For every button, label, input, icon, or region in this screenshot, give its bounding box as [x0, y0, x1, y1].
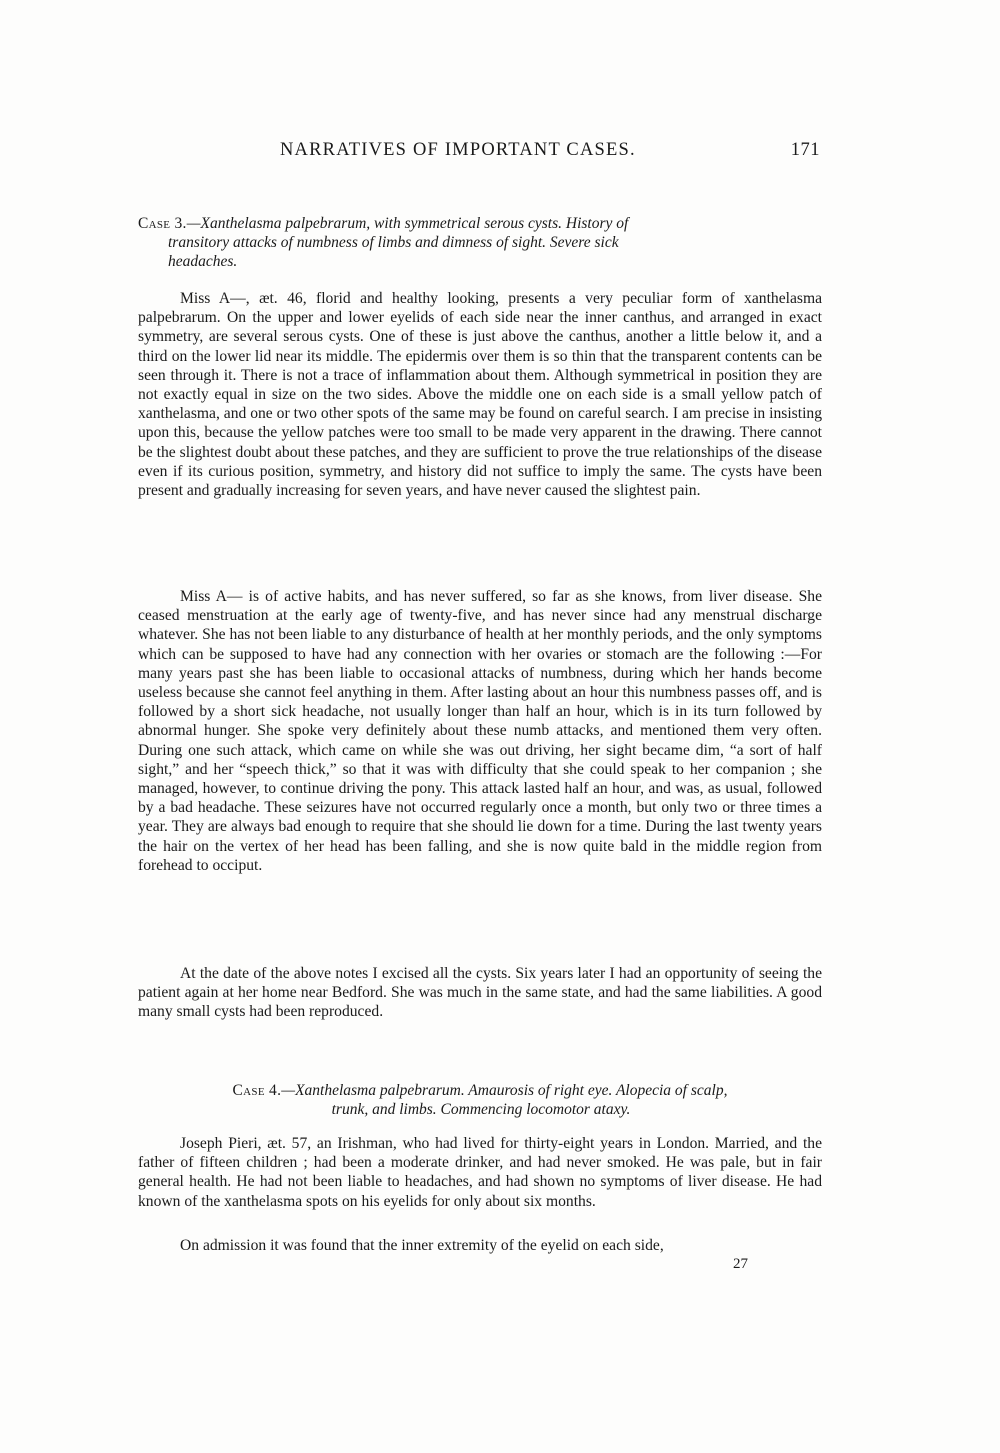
signature-mark: 27 [733, 1256, 748, 1272]
case-3-heading [140, 214, 822, 271]
page-number: 171 [790, 140, 820, 160]
case-4-heading [140, 1081, 822, 1119]
case-4-label: Case 4. [232, 1082, 282, 1099]
case-3-heading-line-3: headaches. [168, 253, 238, 270]
running-title: NARRATIVES OF IMPORTANT CASES. [280, 140, 636, 160]
case-4-paragraph-1: Joseph Pieri, æt. 57, an Irishman, who had lived for thirty-eight years in London. Married, and the father of fifteen children ; had been a moderate drinker, and had never smoked. He was pale, but in fair general health. He had not been liable to headaches, and had shown no symptoms of liver disease. He had known of the xanthelasma spots on his eyelids for only about six months. [138, 1135, 822, 1210]
case-3-paragraph-3: At the date of the above notes I excised all the cysts. Six years later I had an opportunity of seeing the patient again at her home near Bedford. She was much in the same state, and had the same liabilities. A good many small cysts had been reproduced. [138, 965, 822, 1021]
case-3-heading-line-2: transitory attacks of numbness of limbs and dimness of sight. Severe sick [168, 234, 619, 251]
case-3-paragraph-2: Miss A— is of active habits, and has never suffered, so far as she knows, from liver disease. She ceased menstruation at the early age of twenty-five, and has never since had any menstrual discharge whatever. She has not been liable to any disturbance of health at her monthly periods, and the only symptoms which can be supposed to have had any connection with her ovaries or stomach are the following :—For many years past she has been liable to occasional attacks of numbness, during which her hands become useless because she cannot feel anything in them. After lasting about an hour this numbness passes off, and is followed by a short sick headache, not usually longer than half an hour, which is in its turn followed by abnormal hunger. She spoke very definitely about these numb attacks, and mentioned them very often. During one such attack, which came on while she was out driving, her sight became dim, “a sort of half sight,” and her “speech thick,” so that it was with difficulty that she could speak to her companion ; she managed, however, to continue driving the pony. This attack lasted half an hour, and was, as usual, followed by a bad headache. These seizures have not occurred regularly once a month, but only two or three times a year. They are always bad enough to require that she should lie down for a time. During the last twenty years the hair on the vertex of her head has been falling, and she is now quite bald in the middle region from forehead to occiput. [138, 588, 822, 874]
case-4-paragraph-2: On admission it was found that the inner extremity of the eyelid on each side, [180, 1237, 664, 1254]
running-head [0, 140, 820, 164]
case-4-heading-line-1: Case 4.—Xanthelasma palpebrarum. Amaurosis of right eye. Alopecia of scalp, [232, 1082, 728, 1099]
case-3-label: Case 3. [138, 215, 187, 232]
case-4-heading-line-2: trunk, and limbs. Commencing locomotor ataxy. [331, 1101, 631, 1118]
case-3-paragraph-1: Miss A—, æt. 46, florid and healthy looking, presents a very peculiar form of xanthelasma palpebrarum. On the upper and lower eyelids of each side near the inner canthus, and arranged in exact symmetry, are several serous cysts. One of these is just above the canthus, another a little below it, and a third on the lower lid near its middle. The epidermis over them is so thin that the transparent contents can be seen through it. There is not a trace of inflammation about them. Although symmetrical in position they are not exactly equal in size on the two sides. Above the middle one on each side is a small yellow patch of xanthelasma, and one or two other spots of the same may be found on careful search. I am precise in insisting upon this, because the yellow patches were too small to be made very apparent in the drawing. There cannot be the slightest doubt about these patches, and they are sufficient to prove the true relationships of the disease even if its curious position, symmetry, and history did not suffice to imply the same. The cysts have been present and gradually increasing for seven years, and have never caused the slightest pain. [138, 290, 822, 500]
case-3-heading-line-1: Case 3.—Xanthelasma palpebrarum, with symmetrical serous cysts. History of [138, 215, 629, 232]
